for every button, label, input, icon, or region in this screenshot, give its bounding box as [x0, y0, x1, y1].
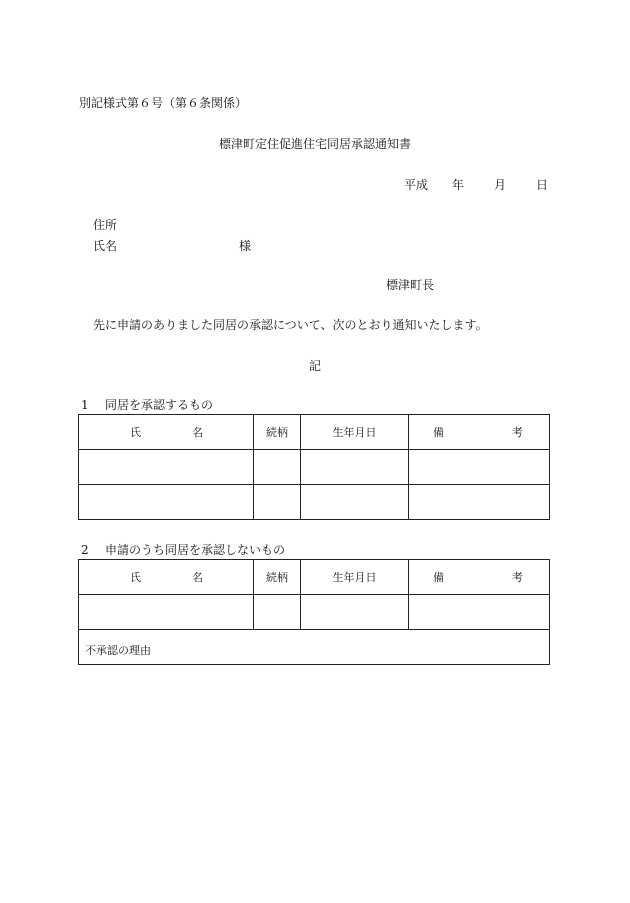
date-era: 平成: [403, 178, 428, 192]
cell-name[interactable]: [79, 485, 254, 520]
sender: 標津町長: [386, 278, 435, 292]
table-row: [79, 485, 550, 520]
header-remarks: 備 考: [409, 415, 550, 450]
cell-name[interactable]: [79, 450, 254, 485]
table-row: [79, 450, 550, 485]
header-birthdate: 生年月日: [301, 560, 409, 595]
name-label: 氏名: [93, 239, 118, 253]
date-day-label: 日: [535, 178, 548, 192]
ki-marker: 記: [308, 359, 321, 373]
header-name: 氏 名: [79, 560, 254, 595]
reason-cell[interactable]: [79, 630, 550, 665]
table-header-row: [79, 560, 550, 595]
header-relation: 続柄: [254, 560, 301, 595]
not-approved-table: [78, 559, 550, 665]
header-birthdate: 生年月日: [301, 415, 409, 450]
cell-name[interactable]: [79, 595, 254, 630]
document-title: 標津町定住促進住宅同居承認通知書: [218, 137, 411, 151]
cell-relation[interactable]: [254, 450, 301, 485]
date-line: [404, 179, 548, 191]
header-relation: 続柄: [254, 415, 301, 450]
cell-remarks[interactable]: [409, 450, 550, 485]
section2-number: 2: [81, 543, 89, 557]
header-name: 氏 名: [79, 415, 254, 450]
section2-heading: [81, 544, 285, 556]
section1-heading: [81, 399, 213, 411]
reason-label: 不承認の理由: [85, 644, 151, 657]
body-text: 先に申請のありました同居の承認について、次のとおり通知いたします。: [93, 318, 488, 332]
cell-birthdate[interactable]: [301, 450, 409, 485]
date-year-label: 年: [451, 178, 464, 192]
date-month-label: 月: [493, 178, 506, 192]
table-header-row: [79, 415, 550, 450]
cell-birthdate[interactable]: [301, 485, 409, 520]
form-number: 別記様式第６号（第６条関係）: [79, 96, 248, 110]
section1-title: 同居を承認するもの: [105, 398, 214, 412]
reason-row: [79, 630, 550, 665]
cell-remarks[interactable]: [409, 485, 550, 520]
section1-number: 1: [81, 398, 89, 412]
honorific: 様: [239, 239, 252, 253]
section2-title: 申請のうち同居を承認しないもの: [105, 543, 286, 557]
header-remarks: 備 考: [409, 560, 550, 595]
cell-birthdate[interactable]: [301, 595, 409, 630]
cell-relation[interactable]: [254, 595, 301, 630]
cell-relation[interactable]: [254, 485, 301, 520]
approved-table: [78, 414, 550, 520]
address-label: 住所: [93, 218, 118, 232]
cell-remarks[interactable]: [409, 595, 550, 630]
table-row: [79, 595, 550, 630]
